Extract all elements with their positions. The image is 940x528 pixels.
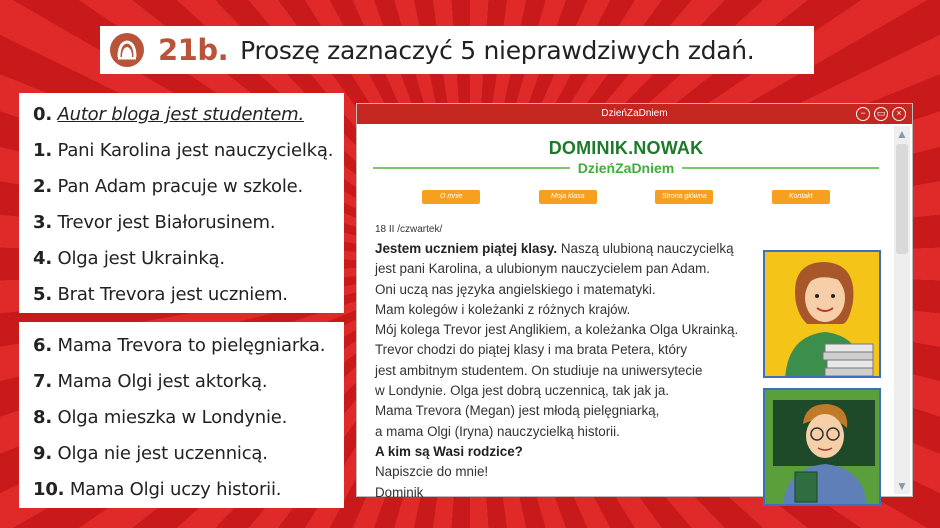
blog-window xyxy=(356,103,913,500)
minimize-icon[interactable]: − xyxy=(856,107,870,121)
maximize-icon[interactable]: ▭ xyxy=(874,107,888,121)
nav-about[interactable]: O mnie xyxy=(422,190,480,204)
statement-1[interactable]: 1. Pani Karolina jest nauczycielką. xyxy=(33,140,334,161)
post-line: Trevor chodzi do piątej klasy i ma brata Petera, który xyxy=(375,342,688,358)
scrollbar[interactable] xyxy=(894,126,910,494)
post-line: w Londynie. Olga jest dobrą uczennicą, tak jak ja. xyxy=(375,383,670,399)
exercise-number: 21b. xyxy=(158,33,229,67)
teacher-man-illustration xyxy=(763,388,881,506)
blog-content xyxy=(365,132,887,500)
post-line: Mój kolega Trevor jest Anglikiem, a koleżanka Olga Ukrainką. xyxy=(375,322,739,338)
book-logo-icon xyxy=(110,33,144,67)
post-line: jest pani Karolina, a ulubionym nauczycielem pan Adam. xyxy=(375,261,710,277)
blog-name: DOMINIK.NOWAK xyxy=(548,138,704,158)
statement-6[interactable]: 6. Mama Trevora to pielęgniarka. xyxy=(33,335,326,356)
statement-5[interactable]: 5. Brat Trevora jest uczniem. xyxy=(33,284,288,305)
post-line: a mama Olgi (Iryna) nauczycielką historii. xyxy=(375,423,620,439)
scroll-up-icon[interactable]: ▲ xyxy=(896,127,908,141)
teacher-woman-illustration xyxy=(763,250,881,378)
nav-home[interactable]: Strona główna xyxy=(655,190,713,204)
close-icon[interactable]: × xyxy=(892,107,906,121)
window-title: DzieńZaDniem xyxy=(601,108,668,119)
exercise-instruction: Proszę zaznaczyć 5 nieprawdziwych zdań. xyxy=(240,35,755,65)
scroll-down-icon[interactable]: ▼ xyxy=(896,479,908,493)
post-line: Mama Trevora (Megan) jest młodą pielęgniarką, xyxy=(375,403,660,419)
statement-8[interactable]: 8. Olga mieszka w Londynie. xyxy=(33,407,288,428)
statement-0[interactable]: 0. Autor bloga jest studentem. xyxy=(33,104,305,125)
statement-2[interactable]: 2. Pan Adam pracuje w szkole. xyxy=(33,176,304,197)
post-line: Mam kolegów i koleżanki z różnych krajów. xyxy=(375,301,631,317)
post-lead: Jestem uczniem piątej klasy. xyxy=(375,241,558,256)
statement-10[interactable]: 10. Mama Olgi uczy historii. xyxy=(33,479,282,500)
statements-list-top xyxy=(19,93,344,313)
statements-list-bottom xyxy=(19,322,344,508)
divider xyxy=(373,167,570,169)
statement-7[interactable]: 7. Mama Olgi jest aktorką. xyxy=(33,371,268,392)
scroll-thumb[interactable] xyxy=(896,144,908,254)
nav-class[interactable]: Moja klasa xyxy=(539,190,597,204)
window-titlebar xyxy=(357,104,912,124)
post-signature: Dominik xyxy=(375,484,424,500)
divider xyxy=(682,167,879,169)
blog-nav xyxy=(365,190,887,204)
blog-post: 18 II /czwartek/ Jestem uczniem piątej klasy. Naszą ulubioną nauczycielką jest pani Karolina, a ulubionym nauczycielem pan Adam. Oni uczą nas języka angielskiego i matematyki. Mam kolegów i koleżanki z różnych krajów. Mój kolega Trevor jest Anglikiem, a koleżanka Olga Ukrainką. Trevor chodzi do piątej klasy i ma brata Petera, który jest ambitnym studentem. On studiuje na uniwersytecie w Londynie. Olga jest dobrą uczennicą, tak jak ja. Mama Trevora (Megan) jest młodą pielęgniarką, a mama Olgi (Iryna) nauczycielką historii. A kim są Wasi rodzice? Napiszcie do mnie! Dominik xyxy=(375,224,757,503)
post-line: jest ambitnym studentem. On studiuje na uniwersytecie xyxy=(375,362,703,378)
statement-3[interactable]: 3. Trevor jest Białorusinem. xyxy=(33,212,276,233)
nav-contact[interactable]: Kontakt xyxy=(772,190,830,204)
post-date: 18 II /czwartek/ xyxy=(375,224,443,235)
statement-9[interactable]: 9. Olga nie jest uczennicą. xyxy=(33,443,268,464)
post-closing: Napiszcie do mnie! xyxy=(375,464,489,480)
post-line: Oni uczą nas języka angielskiego i matematyki. xyxy=(375,281,656,297)
statement-4[interactable]: 4. Olga jest Ukrainką. xyxy=(33,248,225,269)
blog-subtitle: DzieńZaDniem xyxy=(577,160,675,176)
exercise-header xyxy=(100,26,814,74)
post-question: A kim są Wasi rodzice? xyxy=(375,443,523,459)
